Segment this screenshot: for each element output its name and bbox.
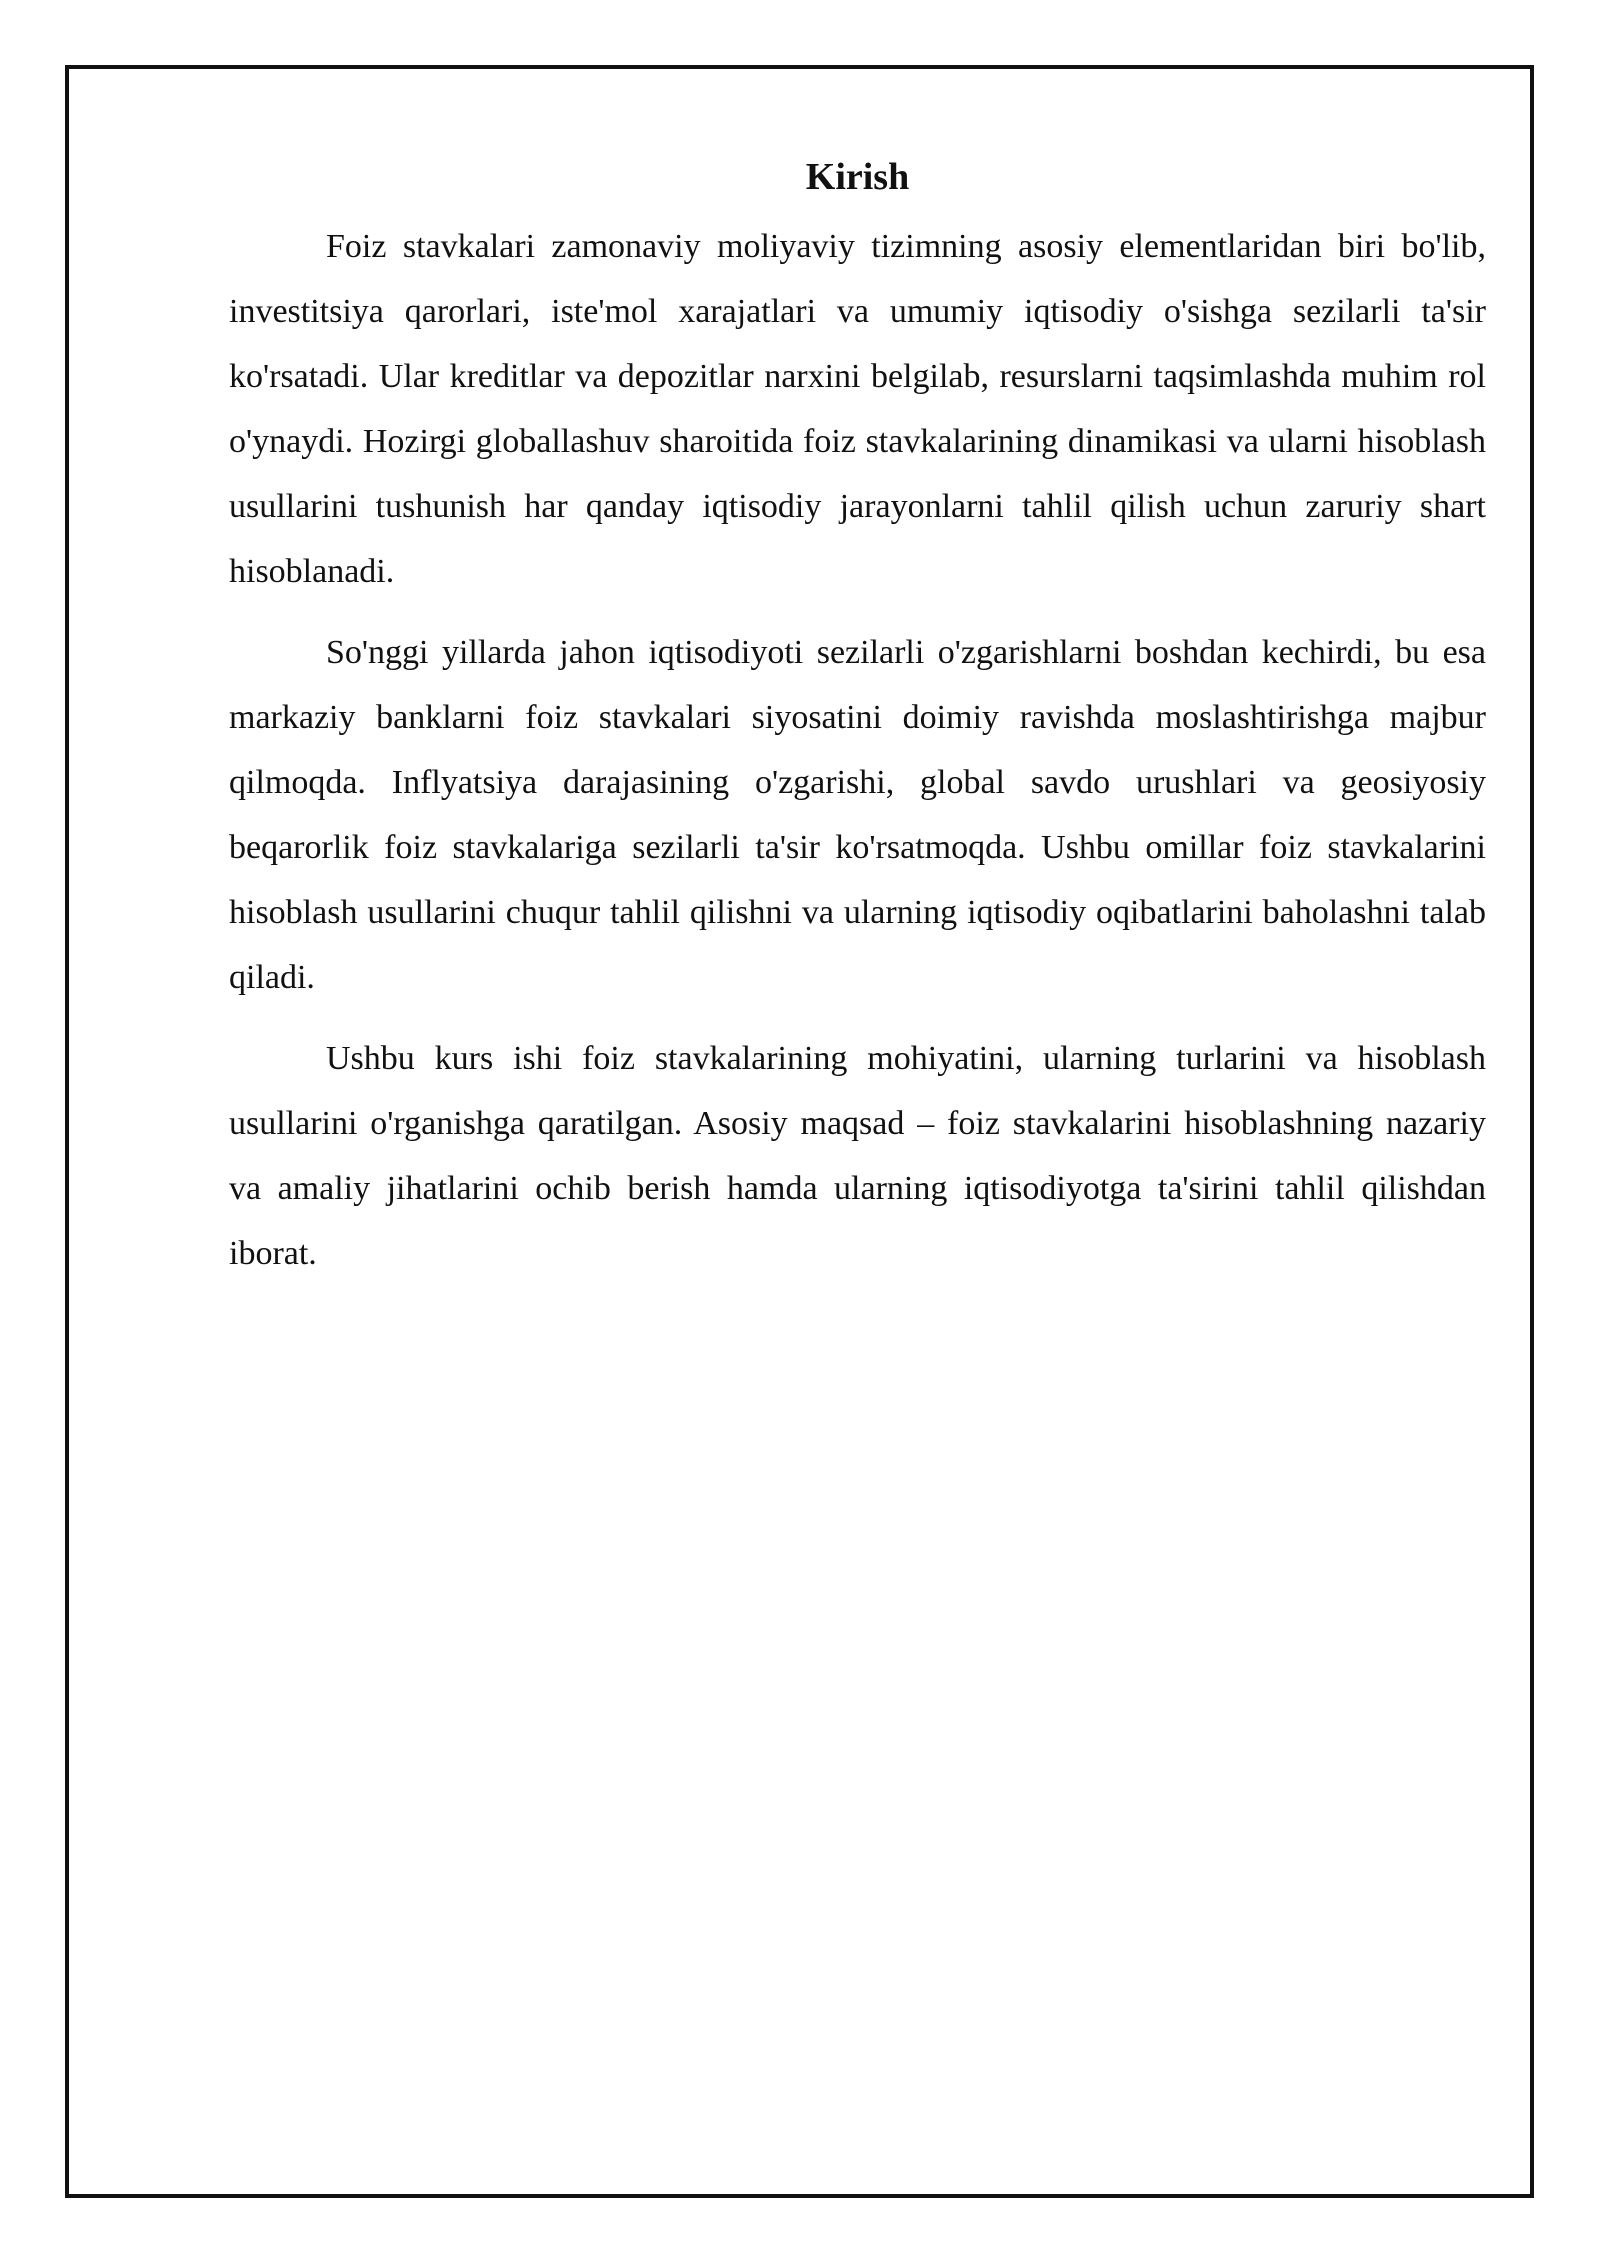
paragraph-3: Ushbu kurs ishi foiz stavkalarining mohiyatini, ularning turlarini va hisoblash usullarini o'rganishga qaratilgan. Asosiy maqsad – foiz stavkalarini hisoblashning nazariy va amaliy jihatlarini ochib berish hamda ularning iqtisodiyotga ta'sirini tahlil qilishdan iborat. — [229, 1040, 1486, 1272]
document-body — [229, 150, 1486, 1302]
document-title: Kirish — [805, 156, 910, 198]
paragraph-1: Foiz stavkalari zamonaviy moliyaviy tizimning asosiy elementlaridan biri bo'lib, investitsiya qarorlari, iste'mol xarajatlari va umumiy iqtisodiy o'sishga sezilarli ta'sir ko'rsatadi. Ular kreditlar va depozitlar narxini belgilab, resurslarni taqsimlashda muhim rol o'ynaydi. Hozirgi globallashuv sharoitida foiz stavkalarining dinamikasi va ularni hisoblash usullarini tushunish har qanday iqtisodiy jarayonlarni tahlil qilish uchun zaruriy shart hisoblanadi. — [229, 228, 1486, 590]
paragraph-2: So'nggi yillarda jahon iqtisodiyoti sezilarli o'zgarishlarni boshdan kechirdi, bu esa markaziy banklarni foiz stavkalari siyosatini doimiy ravishda moslashtirishga majbur qilmoqda. Inflyatsiya darajasining o'zgarishi, global savdo urushlari va geosiyosiy beqarorlik foiz stavkalariga sezilarli ta'sir ko'rsatmoqda. Ushbu omillar foiz stavkalarini hisoblash usullarini chuqur tahlil qilishni va ularning iqtisodiy oqibatlarini baholashni talab qiladi. — [229, 634, 1486, 996]
